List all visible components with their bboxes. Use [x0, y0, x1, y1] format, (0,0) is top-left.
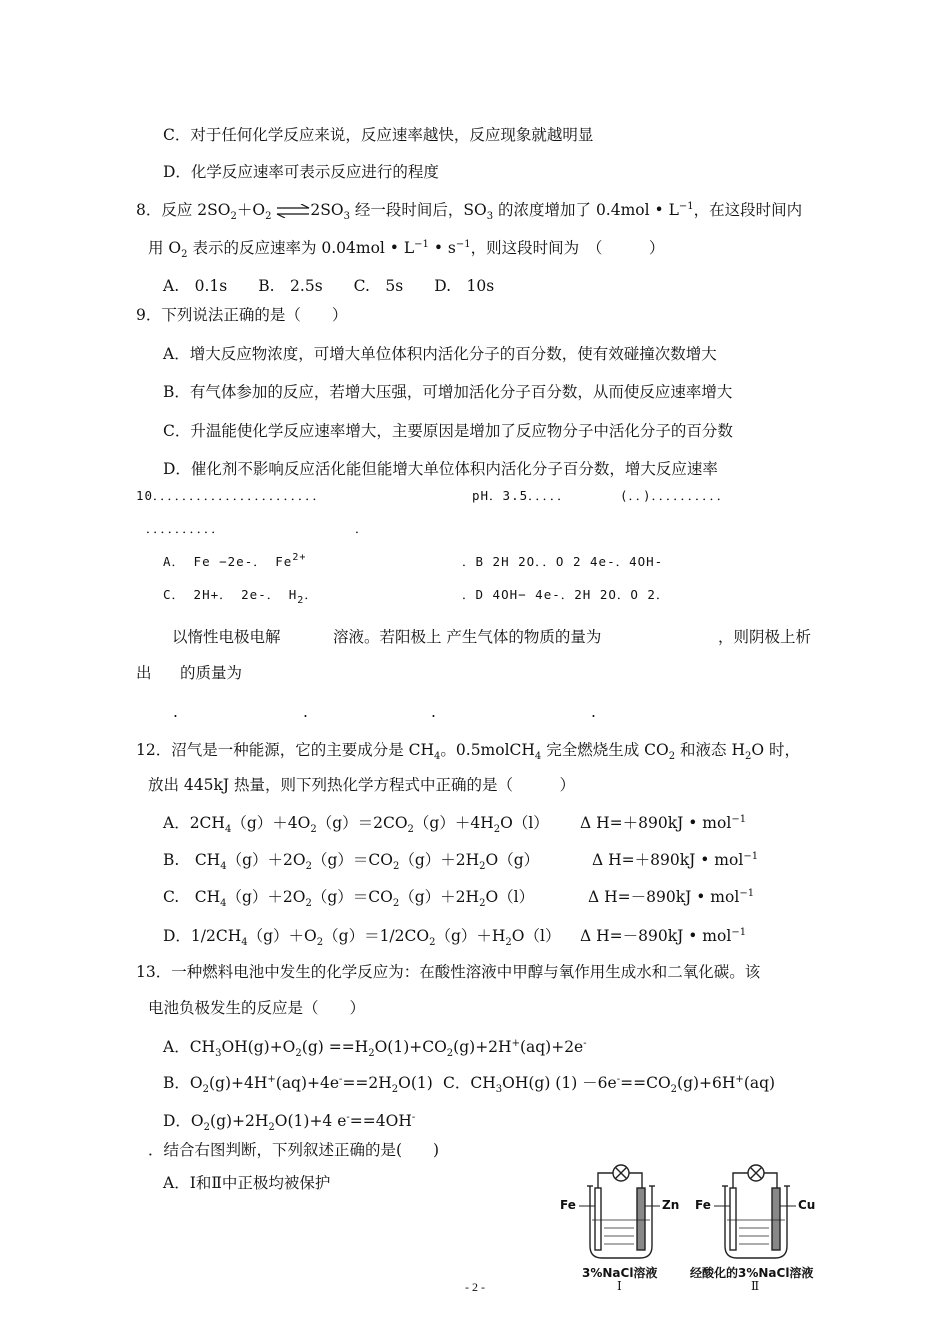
galvanic-cells-figure [560, 1158, 830, 1298]
q12-stem-line2: 放出 445kJ 热量，则下列热化学方程式中正确的是（ ） [148, 776, 576, 794]
q9-option-d: D．催化剂不影响反应活化能但能增大单位体积内活化分子百分数，增大反应速率 [163, 460, 718, 478]
q12-option-d-dh: Δ H=－890kJ • mol$^{-1}$ [580, 927, 747, 945]
q14-option-a: A．Ⅰ和Ⅱ中正极均被保护 [163, 1174, 331, 1192]
q9-option-a: A．增大反应物浓度，可增大单位体积内活化分子的百分数，使有效碰撞次数增大 [163, 345, 717, 363]
q12-option-a: A．$2CH_4(g)+4O_2(g)=2CO_2(g)+4H_2O(l)$ [163, 814, 549, 835]
cell-1-caption: 3%NaCl溶液 [582, 1266, 658, 1280]
q12-stem-line1: 12．沼气是一种能源，它的主要成分是 $CH_4$。0.5molCH$_4$ 完全燃烧生成 $CO_2$ 和液态 $H_2O$ 时， [136, 741, 800, 762]
q11-option-d-dot: . [591, 703, 596, 721]
q11-option-a-dot: . [173, 703, 178, 721]
q11-line2a: 出 [136, 664, 152, 682]
q11-line2b: 的质量为 [180, 664, 243, 682]
q10-option-d: ．D 4OH− 4e-．2H 2O．O 2． [462, 587, 670, 602]
q10-option-b: ．B 2H 2O．．O 2 4e-．4OH- [462, 554, 664, 569]
q11-option-c-dot: . [431, 703, 436, 721]
q7-option-d: D．化学反应速率可表示反应进行的程度 [163, 163, 439, 181]
q11-option-b-dot: . [303, 703, 308, 721]
q12-option-a-dh: Δ H=＋890kJ • mol$^{-1}$ [580, 814, 747, 832]
q9-option-b: B．有气体参加的反应，若增大压强，可增加活化分子百分数，从而使反应速率增大 [163, 383, 733, 401]
q13-stem-line1: 13．一种燃料电池中发生的化学反应为：在酸性溶液中甲醇与氧作用生成水和二氧化碳。该 [136, 963, 761, 981]
cell-2-caption: 经酸化的3%NaCl溶液 [690, 1266, 814, 1280]
q11-line1a: 以惰性电极电解 [172, 628, 281, 646]
q10-line1b: pH．3.5．．．．． [472, 488, 571, 503]
cell-1-label: Ⅰ [617, 1279, 622, 1293]
q7-option-c: C．对于任何化学反应来说，反应速率越快，反应现象就越明显 [163, 126, 594, 144]
cell-2-label: Ⅱ [751, 1279, 760, 1293]
page-number: - 2 - [465, 1280, 485, 1294]
q8-line2: 用 $O_2$ 表示的反应速率为 0.04mol • $L^{-1}$ • $s^{-1}$，则这段时间为 （ ） [148, 239, 665, 260]
q12-option-c: C. $CH_4(g)+2O_2(g)=CO_2(g)+2H_2O(l)$ [163, 888, 535, 909]
q13-option-a: A．$CH_3OH(g)+O_2(g) ==H_2O(1)+CO_2(g)+2H^+(aq)+2e^-$ [163, 1038, 587, 1059]
q13-option-b: B．$O_2(g)+4H^+(aq)+4e^-==2H_2O(1)$ [163, 1074, 433, 1095]
cell-1-left-electrode: Fe [560, 1198, 576, 1212]
q10-line1a: 10．．．．．．．．．．．．．．．．．．．．．．． [136, 488, 327, 503]
cell-2 [714, 1165, 796, 1258]
q10-line1c: (．．)．．．．．．．．．． [620, 488, 731, 503]
q11-line1c: ，则阴极上析 [718, 628, 812, 646]
q12-option-b: B. $CH_4(g)+2O_2(g)=CO_2(g)+2H_2O(g)$ [163, 851, 540, 872]
q14-stem: ．结合右图判断，下列叙述正确的是( ) [148, 1141, 440, 1159]
q11-line1b: 溶液。若阳极上 产生气体的物质的量为 [333, 628, 602, 646]
q13-option-d: D．$O_2(g)+2H_2O(1)+4$ e-==4OH- [163, 1112, 416, 1133]
q8-line1: 8．反应 $2SO_2+O_2$ $2SO_3$ 经一段时间后，$SO_3$ 的浓度增加了 0.4mol • $L^{-1}$，在这段时间内 [136, 201, 803, 222]
q12-option-d: D．$1/2CH_4(g)+O_2(g)=1/2CO_2(g)+H_2O(l)$ [163, 927, 561, 948]
q8-options: A. 0.1s B. 2.5s C. 5s D. 10s [163, 277, 495, 295]
equilibrium-arrow-icon [276, 204, 310, 218]
cell-2-right-electrode: Cu [798, 1198, 816, 1212]
cell-1-right-electrode: Zn [662, 1198, 680, 1212]
q13-stem-line2: 电池负极发生的反应是（ ） [148, 999, 366, 1017]
galvanic-cells-diagram [560, 1158, 830, 1270]
q9-stem: 9．下列说法正确的是（ ） [136, 306, 348, 324]
q12-option-c-dh: Δ H=－890kJ • mol$^{-1}$ [588, 888, 755, 906]
q10-option-c: C． 2H+． 2e-． $H_2$． [163, 587, 318, 606]
q10-option-a: A． Fe −2e-． $Fe^{2+}$ [163, 552, 307, 569]
q10-line2: ．．．．．．．．．． [146, 521, 225, 536]
q12-option-b-dh: Δ H=＋890kJ • mol$^{-1}$ [592, 851, 759, 869]
cell-1 [579, 1165, 660, 1258]
q13-option-c: C．$CH_3OH(g)$ $(1) -6e^-==CO_2(g)+6H^+(aq)$ [443, 1074, 776, 1095]
q9-option-c: C．升温能使化学反应速率增大，主要原因是增加了反应物分子中活化分子的百分数 [163, 422, 733, 440]
cell-2-left-electrode: Fe [695, 1198, 711, 1212]
q10-line2-end: ． [355, 521, 369, 536]
